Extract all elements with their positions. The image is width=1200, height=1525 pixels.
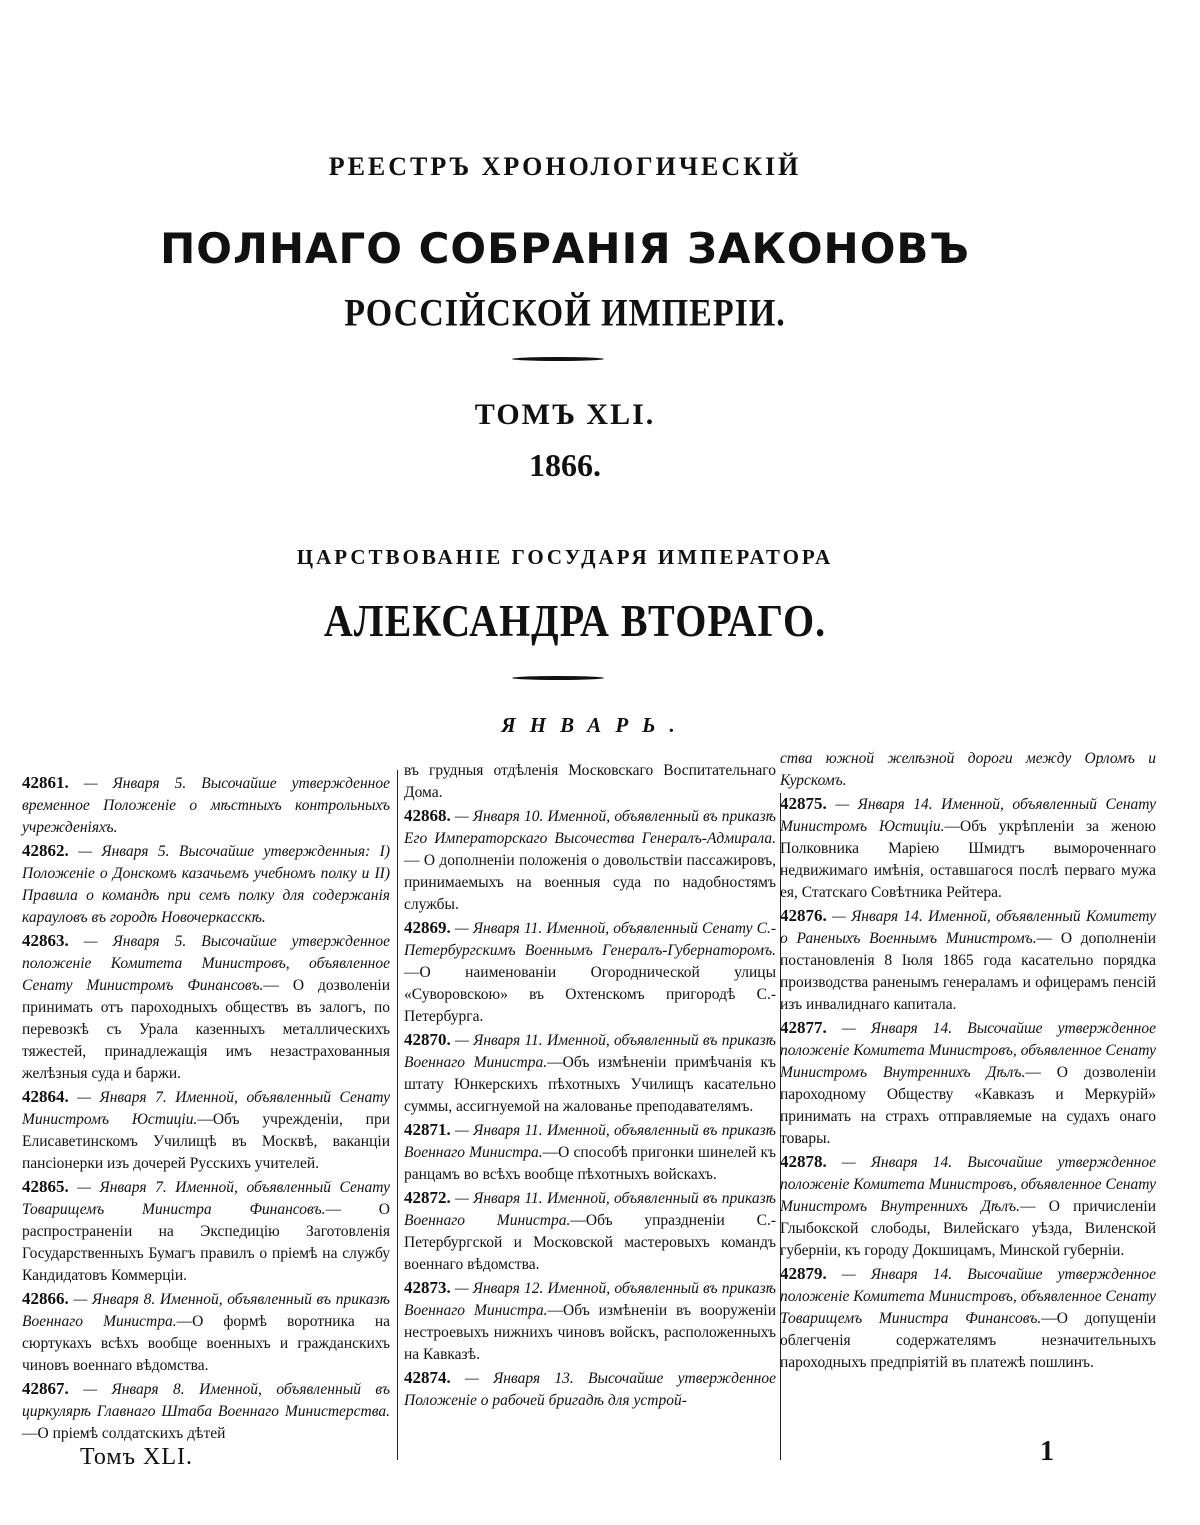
law-number: 42874. (404, 1368, 451, 1387)
column-1 (22, 772, 390, 1446)
volume-heading: ТОМЪ XLI. (474, 398, 656, 431)
law-entry (780, 793, 1156, 904)
law-number: 42869. (404, 918, 451, 937)
law-subject: —О допущеніи облегченія содержателямъ незначительныхъ пароходныхъ предпріятій въ платежѣ пошлинъ. (780, 1310, 1157, 1371)
law-date-and-kind: — Января 5. Высочайше утвержденное положеніе Комитета Министровъ, объявленное Сенату Министромъ Финансовъ. (22, 933, 391, 994)
column-2 (404, 760, 776, 1413)
law-number: 42873. (404, 1278, 451, 1297)
law-subject: —О наименованіи Огороднической улицы «Суворовскою» въ Охтенскомъ пригородѣ С.-Петербурга. (404, 964, 776, 1025)
law-subject: —О формѣ воротника на сюртукахъ всѣхъ вообще военныхъ и гражданскихъ чиновъ военнаго вѣдомства. (22, 1313, 391, 1374)
law-number: 42863. (22, 931, 69, 950)
law-entry (404, 1187, 776, 1276)
law-entry (22, 930, 390, 1085)
law-entry (780, 905, 1156, 1016)
law-date-and-kind: — Января 7. Именной, объявленный Сенату Министромъ Юстиціи. (22, 1089, 390, 1128)
law-entry (404, 760, 776, 804)
law-entry (780, 1151, 1156, 1262)
law-subject: — О дозволеніи принимать отъ пароходныхъ обществъ въ залогъ, по перевозкѣ съ Урала казенныхъ металлическихъ тяжестей, принадлежащія имъ незастрахованныя желѣзныя суда и баржи. (22, 977, 390, 1082)
law-date-and-kind: — Января 14. Именной, объявленный Комитету о Раненыхъ Военнымъ Министромъ. (780, 908, 1156, 947)
law-number: 42872. (404, 1188, 451, 1207)
column-3 (780, 748, 1156, 1375)
law-subject: —Объ измѣненіи въ вооруженіи нестроевыхъ нижнихъ чиновъ войскъ, расположенныхъ на Кавказѣ. (404, 1302, 776, 1363)
law-date-and-kind: — Января 14. Высочайше утвержденное положеніе Комитета Министровъ, объявленное Сенату Министромъ Внутреннихъ Дѣлъ. (780, 1154, 1157, 1215)
law-subject: — О дозволеніи пароходному Обществу «Кавказъ и Меркурій» принимать на страхъ отправляемые на судахъ онаго товары. (780, 1064, 1156, 1147)
law-number: 42861. (22, 773, 69, 792)
law-number: 42868. (404, 806, 451, 825)
law-entry (22, 1288, 390, 1377)
title-line-1: РЕЕСТРЪ ХРОНОЛОГИЧЕСКІЙ (328, 152, 802, 181)
column-divider-1 (397, 770, 398, 1460)
law-entry (780, 748, 1156, 792)
law-date-and-kind: — Января 14. Высочайше утвержденное положеніе Комитета Министровъ, объявленное Сенату Министромъ Внутреннихъ Дѣлъ. (780, 1020, 1157, 1081)
ornament-rule-bottom (512, 676, 604, 680)
law-subject: —Объ укрѣпленіи за женою Полковника Маріею Шмидтъ вымороченнаго недвижимаго имѣнія, оставшагося послѣ перваго мужа ея, Статскаго Совѣтника Рейтера. (780, 818, 1156, 901)
law-number: 42866. (22, 1289, 69, 1308)
reign-heading: ЦАРСТВОВАНІЕ ГОСУДАРЯ ИМПЕРАТОРА (296, 545, 834, 569)
law-subject: —О пріемѣ солдатскихъ дѣтей (22, 1425, 226, 1442)
law-date-and-kind: — Января 11. Именной, объявленный въ приказѣ Военнаго Министра. (404, 1122, 776, 1161)
law-date-and-kind: — Января 10. Именной, объявленный въ приказѣ Его Императорскаго Высочества Генералъ-Адмирала. (404, 808, 776, 847)
law-number: 42878. (780, 1152, 827, 1171)
law-date-and-kind: — Января 11. Именной, объявленный Сенату С.-Петербургскимъ Военнымъ Генералъ-Губернаторомъ. (404, 920, 777, 959)
law-date-and-kind: — Января 5. Высочайше утвержденное временное Положеніе о мѣстныхъ контрольныхъ учрежденіяхъ. (22, 775, 391, 836)
law-date-and-kind: — Января 8. Именной, объявленный въ приказѣ Военнаго Министра. (22, 1291, 391, 1330)
law-subject: — О распространеніи на Экспедицію Заготовленія Государственныхъ Бумагъ правилъ о пріемѣ на службу Кандидатовъ Коммерціи. (22, 1201, 390, 1284)
law-entry (22, 1176, 390, 1287)
law-subject: —Объ измѣненіи примѣчанія къ штату Юнкерскихъ пѣхотныхъ Училищъ касательно суммы, ассигнуемой на жалованье преподавателямъ. (404, 1054, 776, 1115)
law-date-and-kind: — Января 8. Именной, объявленный въ циркулярѣ Главнаго Штаба Военнаго Министерства. (22, 1381, 391, 1420)
law-subject: —О способѣ пригонки шинелей къ ранцамъ во всѣхъ вообще пѣхотныхъ войскахъ. (404, 1144, 776, 1183)
law-date-and-kind: — Января 5. Высочайше утвержденныя: I) Положеніе о Донскомъ казачьемъ учебномъ полку и II) Правила о командѣ при семъ полку для содержанія карауловъ въ городѣ Новочеркасскѣ. (22, 843, 390, 926)
law-entry (780, 1263, 1156, 1374)
law-entry (404, 1367, 776, 1412)
law-entry (22, 1378, 390, 1445)
law-number: 42862. (22, 841, 69, 860)
law-number: 42864. (22, 1087, 69, 1106)
law-entry (22, 772, 390, 839)
law-subject: —Объ упраздненіи С.-Петербургской и Московской мастеровыхъ командъ военнаго вѣдомства. (404, 1212, 777, 1273)
law-date-and-kind: — Января 12. Именной, объявленный въ приказѣ Военнаго Министра. (404, 1280, 776, 1319)
law-entry (404, 1029, 776, 1118)
law-date-and-kind: — Января 13. Высочайше утвержденное Положеніе о рабочей бригадѣ для устрой- (404, 1370, 777, 1409)
law-number: 42876. (780, 906, 827, 925)
law-entry (404, 917, 776, 1028)
law-subject: въ грудныя отдѣленія Московскаго Воспитательнаго Дома. (404, 762, 776, 801)
year-heading: 1866. (529, 447, 601, 483)
emperor-heading: АЛЕКСАНДРА ВТОРАГО. (323, 594, 827, 647)
law-date-and-kind: — Января 11. Именной, объявленный въ приказѣ Военнаго Министра. (404, 1032, 776, 1071)
law-entry (22, 840, 390, 929)
law-number: 42870. (404, 1030, 451, 1049)
page-number: 1 (1040, 1436, 1054, 1467)
law-date-and-kind: — Января 14. Высочайше утвержденное положеніе Комитета Министровъ, объявленное Сенату Товарищемъ Министра Финансовъ. (780, 1266, 1157, 1327)
law-subject: — О дополненіи постановленія 8 Іюля 1865 года касательно порядка производства раненымъ генераламъ и офицерамъ пенсій изъ инвалиднаго капитала. (780, 930, 1156, 1013)
law-subject: — О дополненіи положенія о довольствіи пассажировъ, принимаемыхъ на военныя суда по надобностямъ службы. (404, 852, 776, 913)
law-entry (404, 1277, 776, 1366)
law-entry (404, 805, 776, 916)
law-entry (780, 1017, 1156, 1150)
ornament-rule-top (512, 357, 604, 361)
law-entry (22, 1086, 390, 1175)
title-line-2: ПОЛНАГО СОБРАНІЯ ЗАКОНОВЪ (160, 224, 970, 273)
month-heading: ЯНВАРЬ. (501, 713, 689, 737)
law-date-and-kind: — Января 11. Именной, объявленный въ приказѣ Военнаго Министра. (404, 1190, 776, 1229)
law-date-and-kind: — Января 7. Именной, объявленный Сенату Товарищемъ Министра Финансовъ. (22, 1179, 390, 1218)
law-number: 42871. (404, 1120, 451, 1139)
law-number: 42879. (780, 1264, 827, 1283)
law-number: 42877. (780, 1018, 827, 1037)
law-number: 42865. (22, 1177, 69, 1196)
title-line-3: РОССІЙСКОЙ ИМПЕРІИ. (344, 292, 786, 335)
law-entry (404, 1119, 776, 1186)
footer-volume: Томъ XLI. (80, 1444, 193, 1470)
law-subject: —Объ учрежденіи, при Елисаветинскомъ Училищѣ въ Москвѣ, ваканціи пансіонерки изъ дочерей Русскихъ учителей. (22, 1111, 390, 1172)
law-subject: — О причисленіи Глыбокской слободы, Вилейскаго уѣзда, Виленской губерніи, къ городу Докшицамъ, Минской губерніи. (780, 1198, 1156, 1259)
law-number: 42875. (780, 794, 827, 813)
law-date-and-kind: — Января 14. Именной, объявленный Сенату Министромъ Юстиціи. (780, 796, 1156, 835)
law-number: 42867. (22, 1379, 69, 1398)
law-date-and-kind: ства южной желѣзной дороги между Орломъ и Курскомъ. (780, 750, 1156, 789)
